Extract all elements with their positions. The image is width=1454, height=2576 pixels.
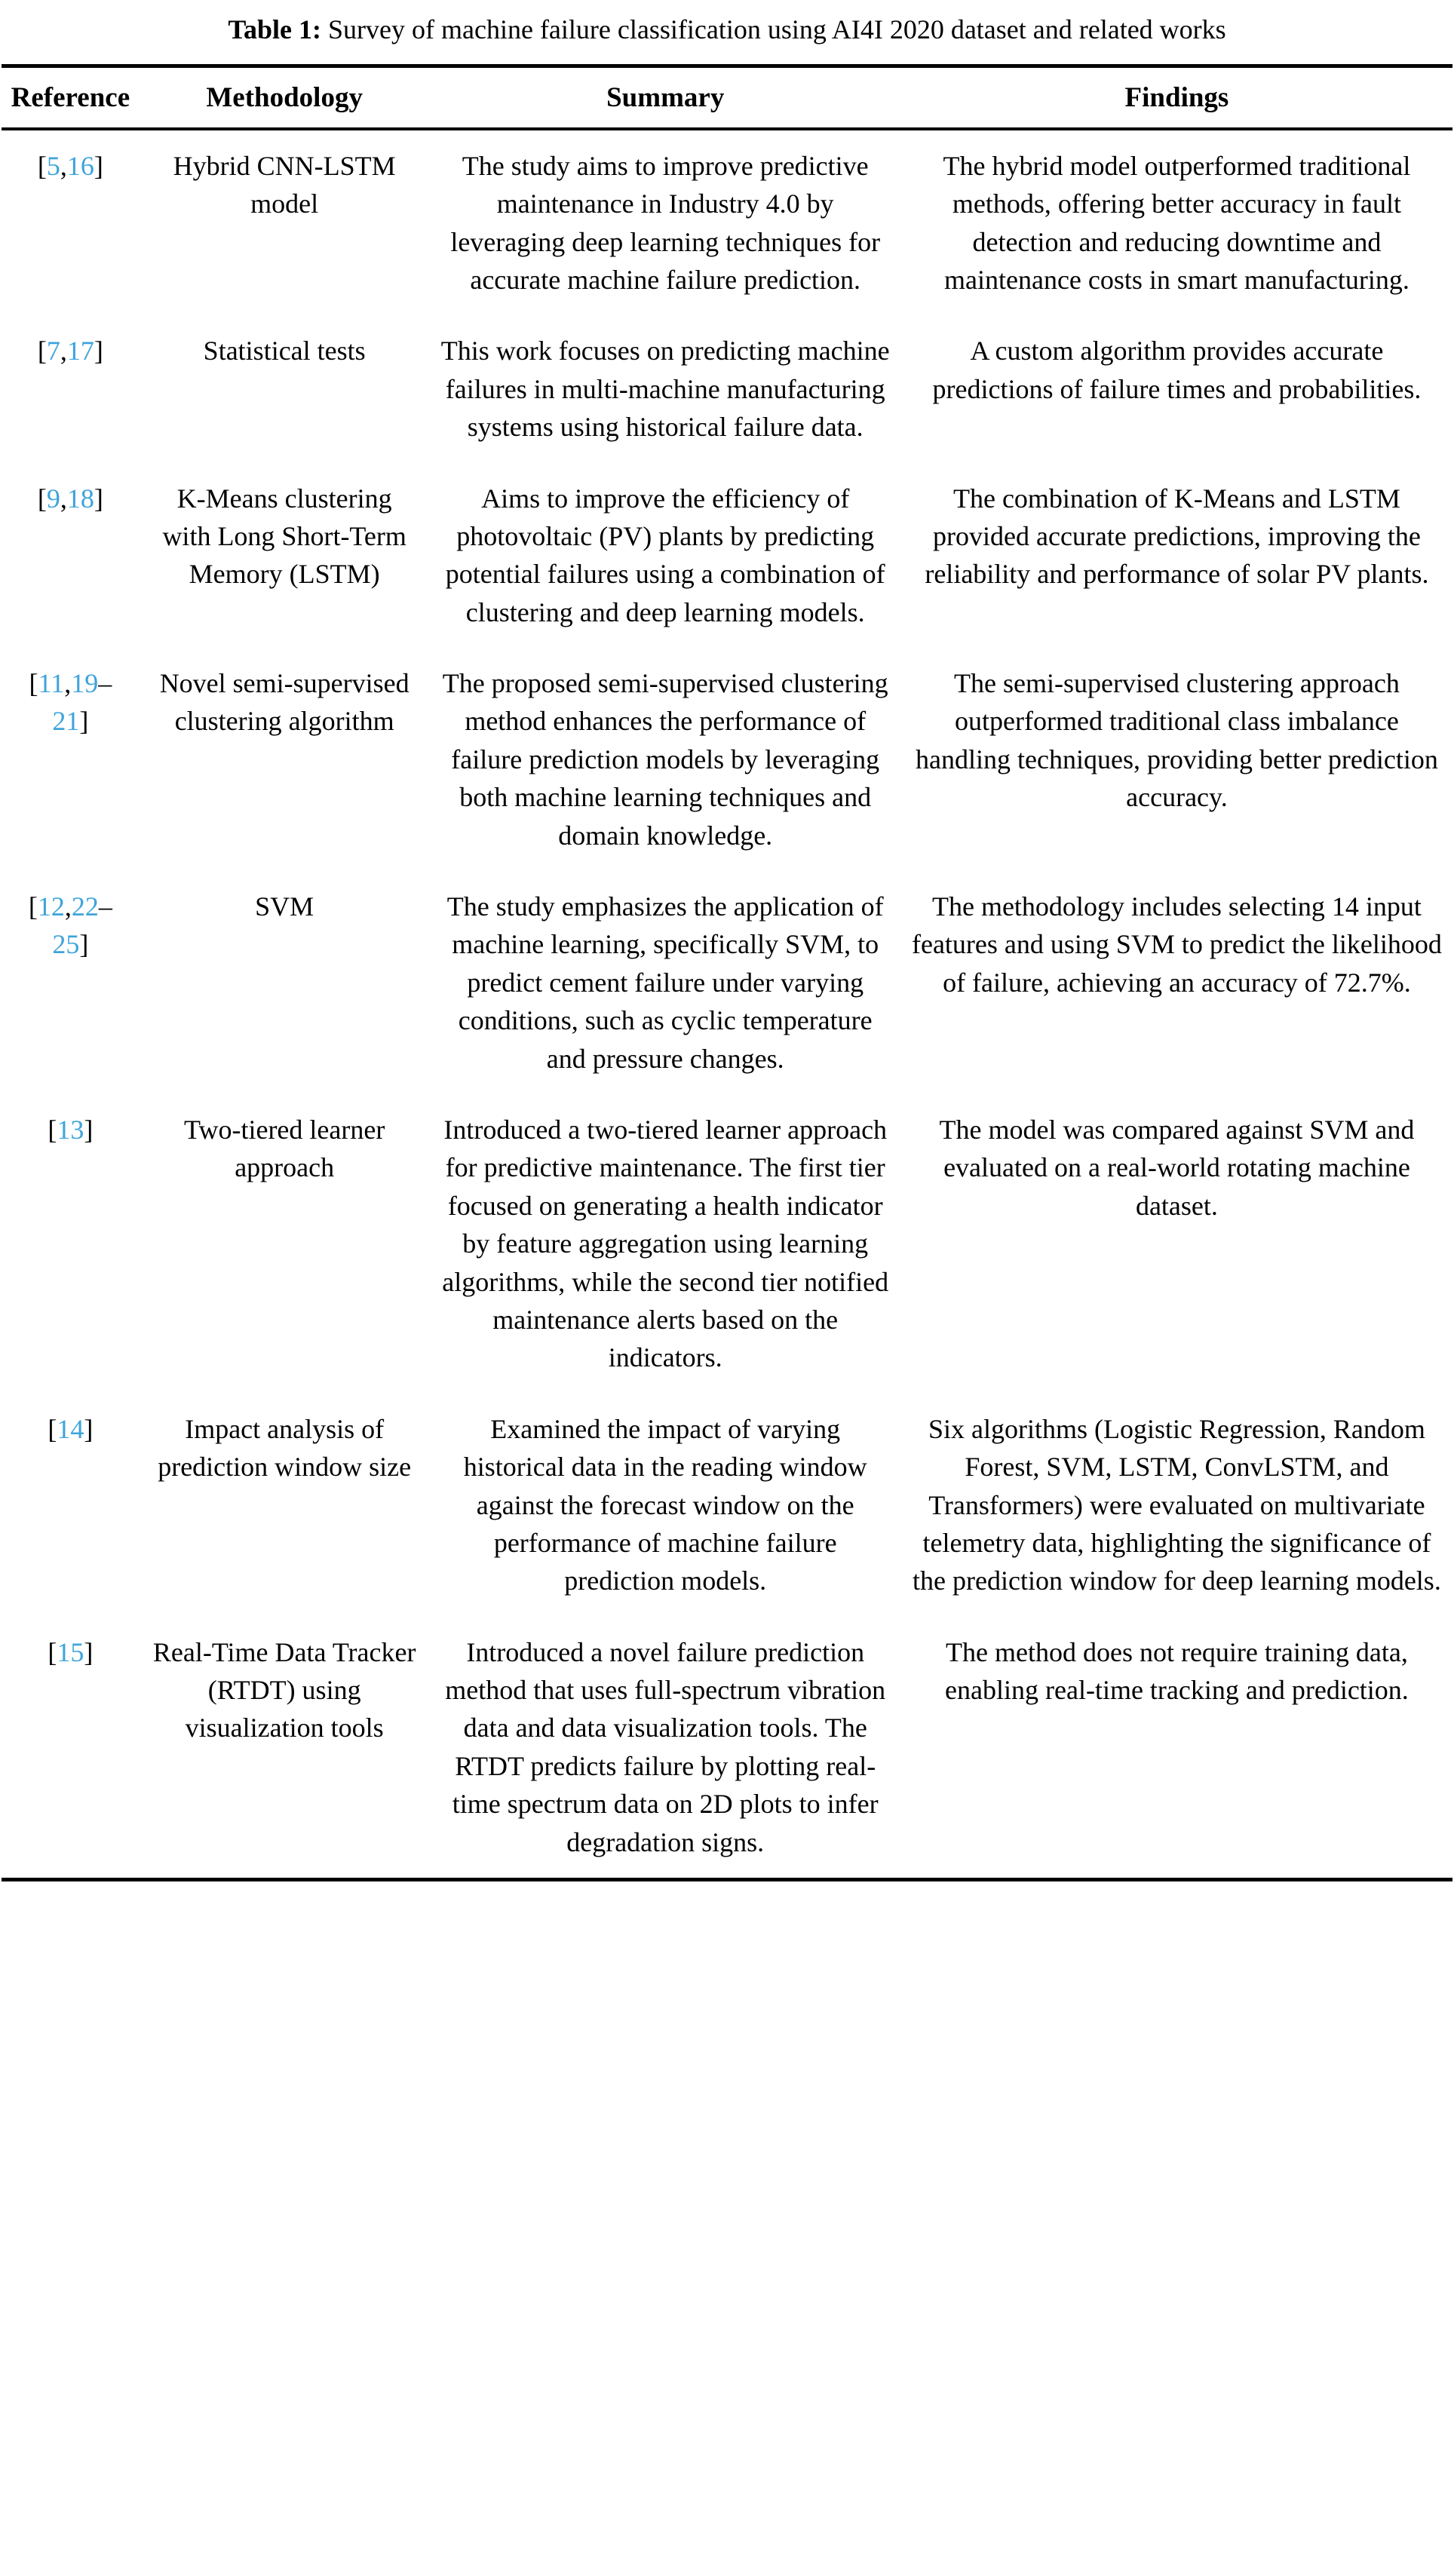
table-caption xyxy=(2,9,1452,64)
methodology-cell: Impact analysis of prediction window size xyxy=(158,1413,412,1483)
summary-cell: Examined the impact of varying historical data in the reading window against the forecast window on the performance of machine failure prediction models. xyxy=(463,1413,867,1596)
citation-link[interactable]: 12 xyxy=(37,891,65,922)
citation-link[interactable]: 15 xyxy=(57,1636,84,1667)
findings-cell: The method does not require training data, enabling real-time tracking and prediction. xyxy=(945,1636,1409,1706)
table-row xyxy=(2,1094,1452,1394)
methodology-cell: K-Means clustering with Long Short-Term Memory (LSTM) xyxy=(162,483,406,590)
table-row xyxy=(2,129,1452,316)
table-row xyxy=(2,871,1452,1094)
citation-link[interactable]: 18 xyxy=(66,483,94,514)
findings-cell: Six algorithms (Logistic Regression, Random Forest, SVM, LSTM, ConvLSTM, and Transformers) were evaluated on multivariate telemetry data, highlighting the significance of the prediction window for deep learning models. xyxy=(913,1413,1441,1596)
column-header-summary: Summary xyxy=(430,66,901,129)
methodology-cell: Statistical tests xyxy=(203,336,366,366)
summary-cell: The study aims to improve predictive maintenance in Industry 4.0 by leveraging deep learning techniques for accurate machine failure prediction. xyxy=(450,150,881,295)
column-header-methodology: Methodology xyxy=(140,66,430,129)
summary-cell: Introduced a novel failure prediction method that uses full-spectrum vibration data and data visualization tools. The RTDT predicts failure by plotting real-time spectrum data on 2D plots to infer degradation signs. xyxy=(445,1636,886,1857)
reference-cell: [15] xyxy=(48,1636,94,1667)
reference-cell: [7,17] xyxy=(37,336,103,366)
findings-cell: A custom algorithm provides accurate predictions of failure times and probabilities. xyxy=(932,336,1422,404)
methodology-cell: Two-tiered learner approach xyxy=(184,1115,385,1183)
summary-cell: The proposed semi-supervised clustering method enhances the performance of failure prediction models by leveraging both machine learning techniques and domain knowledge. xyxy=(442,668,888,851)
findings-cell: The model was compared against SVM and evaluated on a real-world rotating machine dataset. xyxy=(939,1115,1415,1221)
reference-cell: [13] xyxy=(48,1115,94,1145)
citation-link[interactable]: 13 xyxy=(57,1115,84,1145)
citation-link[interactable]: 22 xyxy=(71,891,99,922)
summary-cell: This work focuses on predicting machine failures in multi-machine manufacturing systems using historical failure data. xyxy=(440,336,890,443)
table-row xyxy=(2,463,1452,649)
citation-link[interactable]: 16 xyxy=(66,150,94,181)
findings-cell: The hybrid model outperformed traditional methods, offering better accuracy in fault detection and reducing downtime and maintenance costs in smart manufacturing. xyxy=(943,150,1411,295)
findings-cell: The semi-supervised clustering approach outperformed traditional class imbalance handling techniques, providing better prediction accuracy. xyxy=(916,668,1438,813)
reference-cell: [5,16] xyxy=(37,150,103,181)
citation-link[interactable]: 17 xyxy=(66,336,94,366)
reference-cell: [11,19–21] xyxy=(29,668,112,737)
methodology-cell: Hybrid CNN-LSTM model xyxy=(173,150,396,219)
table-caption-text: Survey of machine failure classification using AI4I 2020 dataset and related works xyxy=(328,14,1226,44)
citation-link[interactable]: 9 xyxy=(46,483,60,514)
citation-link[interactable]: 19 xyxy=(71,668,99,699)
citation-link[interactable]: 5 xyxy=(46,150,60,181)
findings-cell: The methodology includes selecting 14 input features and using SVM to predict the likelihood of failure, achieving an accuracy of 72.7%. xyxy=(911,891,1442,998)
summary-cell: Aims to improve the efficiency of photovoltaic (PV) plants by predicting potential failures using a combination of clustering and deep learning models. xyxy=(445,483,885,627)
reference-cell: [12,22–25] xyxy=(28,891,112,960)
summary-cell: The study emphasizes the application of machine learning, specifically SVM, to predict cement failure under varying conditions, such as cyclic temperature and pressure changes. xyxy=(446,891,884,1074)
citation-link[interactable]: 14 xyxy=(57,1413,84,1444)
methodology-cell: Novel semi-supervised clustering algorithm xyxy=(159,668,410,737)
table-row xyxy=(2,1617,1452,1880)
methodology-cell: Real-Time Data Tracker (RTDT) using visualization tools xyxy=(152,1636,416,1743)
table-caption-label: Table 1: xyxy=(228,14,322,44)
reference-cell: [14] xyxy=(48,1413,94,1444)
column-header-reference: Reference xyxy=(2,66,140,129)
table-row xyxy=(2,648,1452,871)
table-row xyxy=(2,1394,1452,1617)
survey-table xyxy=(2,64,1452,1881)
citation-link[interactable]: 11 xyxy=(38,668,65,699)
reference-cell: [9,18] xyxy=(37,483,103,514)
citation-link[interactable]: 25 xyxy=(52,929,80,960)
header-row xyxy=(2,66,1452,129)
citation-link[interactable]: 21 xyxy=(52,706,80,737)
findings-cell: The combination of K-Means and LSTM provided accurate predictions, improving the reliability and performance of solar PV plants. xyxy=(925,483,1429,590)
summary-cell: Introduced a two-tiered learner approach for predictive maintenance. The first tier focused on generating a health indicator by feature aggregation using learning algorithms, while the second tier notified maintenance alerts based on the indicators. xyxy=(442,1115,889,1373)
table-row xyxy=(2,315,1452,462)
citation-link[interactable]: 7 xyxy=(46,336,60,366)
column-header-findings: Findings xyxy=(901,66,1452,129)
methodology-cell: SVM xyxy=(255,891,314,922)
